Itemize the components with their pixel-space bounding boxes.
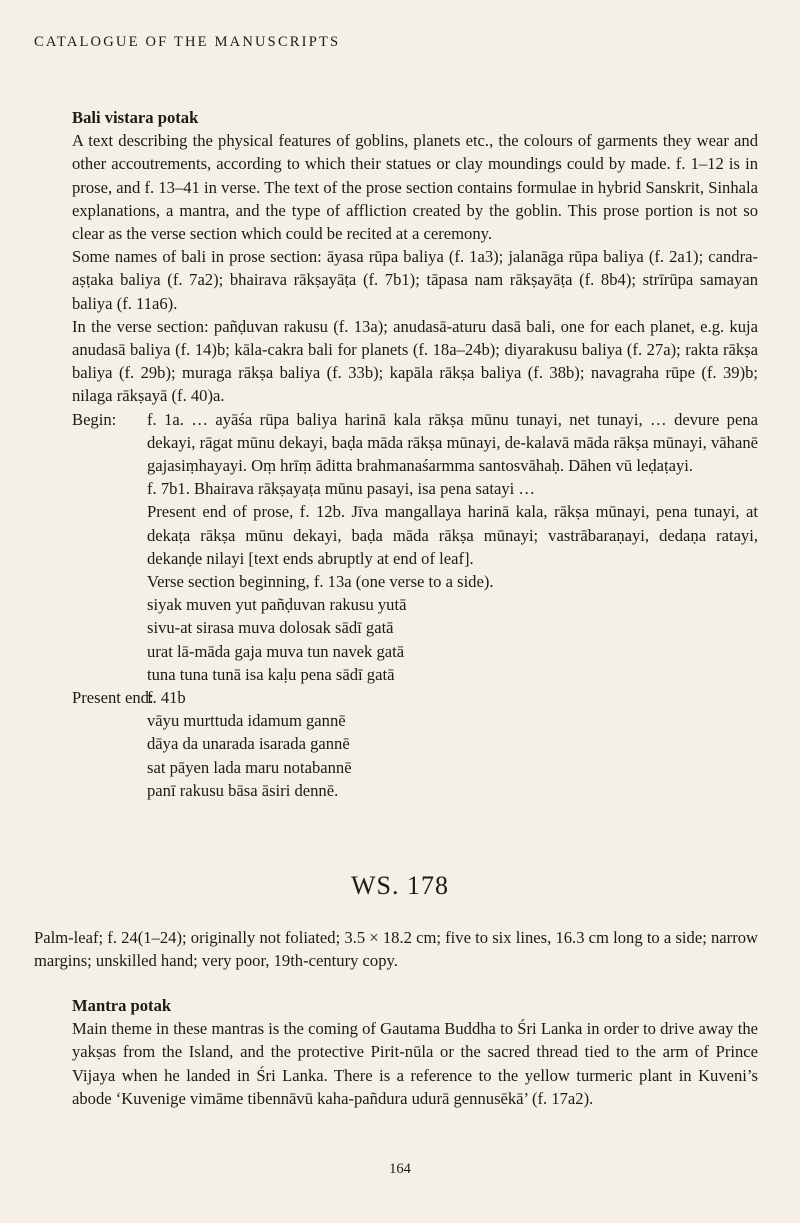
end-verse-line: vāyu murttuda idamum gannē <box>147 711 346 731</box>
begin-text: f. 1a. … ayāśa rūpa baliya harinā kala rākṣa mūnu tunayi, net tunayi, … devure pena dekayi, rāgat mūnu dekayi, baḍa māda rākṣa mūnayi, de-kalavā māda rākṣa mūnayi, vāhanē gajasiṃhayayi. Oṃ hrīṃ āditta brahmanaśarmma santosvāhaḥ. Dāhen vū leḍaṭayi. <box>147 409 758 476</box>
present-end-body <box>147 686 758 802</box>
physical-description: Palm-leaf; f. 24(1–24); originally not foliated; 3.5 × 18.2 cm; five to six lines, 16.3 cm long to a side; narrow margins; unskilled hand; very poor, 19th-century copy. <box>34 928 758 971</box>
catalogue-entry-bali-vistara <box>72 106 758 802</box>
entry-title: Mantra potak <box>72 996 172 1015</box>
verse-line: tuna tuna tunā isa kaḷu pena sādī gatā <box>147 664 395 684</box>
begin-label: Begin: <box>72 409 117 429</box>
begin-continuation: f. 7b1. Bhairava rākṣayaṭa mūnu pasayi, isa pena satayi … <box>147 479 535 499</box>
entry-title: Bali vistara potak <box>72 108 199 127</box>
end-folio: f. 41b <box>147 688 186 708</box>
manuscript-number-heading: WS. 178 <box>351 871 449 900</box>
begin-row <box>72 408 758 686</box>
verse-names: In the verse section: pañḍuvan rakusu (f. 13a); anudasā-aturu dasā bali, one for each planet, e.g. kuja anudasā baliya (f. 14)b; kāla-cakra bali for planets (f. 18a–24b); diyarakusu baliya (f. 27a); rakta rākṣa baliya (f. 29b); muraga rākṣa baliya (f. 33b); kapāla rākṣa baliya (f. 38b); navagraha rūpe (f. 39)b; nilaga rākṣayā (f. 40)a. <box>72 316 758 406</box>
verse-line: siyak muven yut pañḍuvan rakusu yutā <box>147 595 407 615</box>
end-verse-line: sat pāyen lada maru notabannē <box>147 757 352 777</box>
end-verse-line: panī rakusu bāsa āsiri dennē. <box>147 780 339 800</box>
running-head: CATALOGUE OF THE MANUSCRIPTS <box>34 34 341 50</box>
present-end-row <box>72 686 758 802</box>
verse-section-note: Verse section beginning, f. 13a (one verse to a side). <box>147 572 494 592</box>
prose-names: Some names of bali in prose section: āyasa rūpa baliya (f. 1a3); jalanāga rūpa baliya (f. 2a1); candra-aṣṭaka baliya (f. 7a2); bhairava rākṣayāṭa (f. 7b1); tāpasa nam rākṣayāṭa (f. 8b4); strīrūpa samayan baliya (f. 11a6). <box>72 247 758 313</box>
page-number: 164 <box>389 1161 411 1177</box>
verse-line: urat lā-māda gaja muva tun navek gatā <box>147 641 405 661</box>
present-end-label: Present end: <box>72 688 154 708</box>
begin-body <box>147 408 758 686</box>
prose-end-text: Present end of prose, f. 12b. Jīva mangallaya harinā kala, rākṣa mūnayi, pena tunayi, at dekaṭa rākṣa mūnu dekayi, baḍa māda rākṣa mūnayi; vastrābaraṇayi, dedaṇa ratayi, dekanḍe nilayi [text ends abruptly at end of leaf]. <box>147 502 758 568</box>
end-verse-line: dāya da unarada isarada gannē <box>147 734 350 754</box>
entry-description: A text describing the physical features of goblins, planets etc., the colours of garments they wear and other accoutrements, according to which their statues or clay moundings could by made. f. 1–12 is in prose, and f. 13–41 in verse. The text of the prose section contains formulae in hybrid Sanskrit, Sinhala explanations, a mantra, and the type of affliction created by the goblin. This prose portion is not so clear as the verse section which could be recited at a ceremony. <box>72 131 758 244</box>
entry-description: Main theme in these mantras is the coming of Gautama Buddha to Śri Lanka in order to drive away the yakṣas from the Island, and the protective Pirit-nūla or the sacred thread tied to the arm of Prince Vijaya when he landed in Śri Lanka. There is a reference to the yellow turmeric plant in Kuveni’s abode ‘Kuvenige vimāme tibennāvū kaha-pañdura udurā gennusēkā’ (f. 17a2). <box>72 1019 758 1108</box>
verse-line: sivu-at sirasa muva dolosak sādī gatā <box>147 618 394 638</box>
catalogue-entry-mantra-potak <box>72 994 758 1110</box>
